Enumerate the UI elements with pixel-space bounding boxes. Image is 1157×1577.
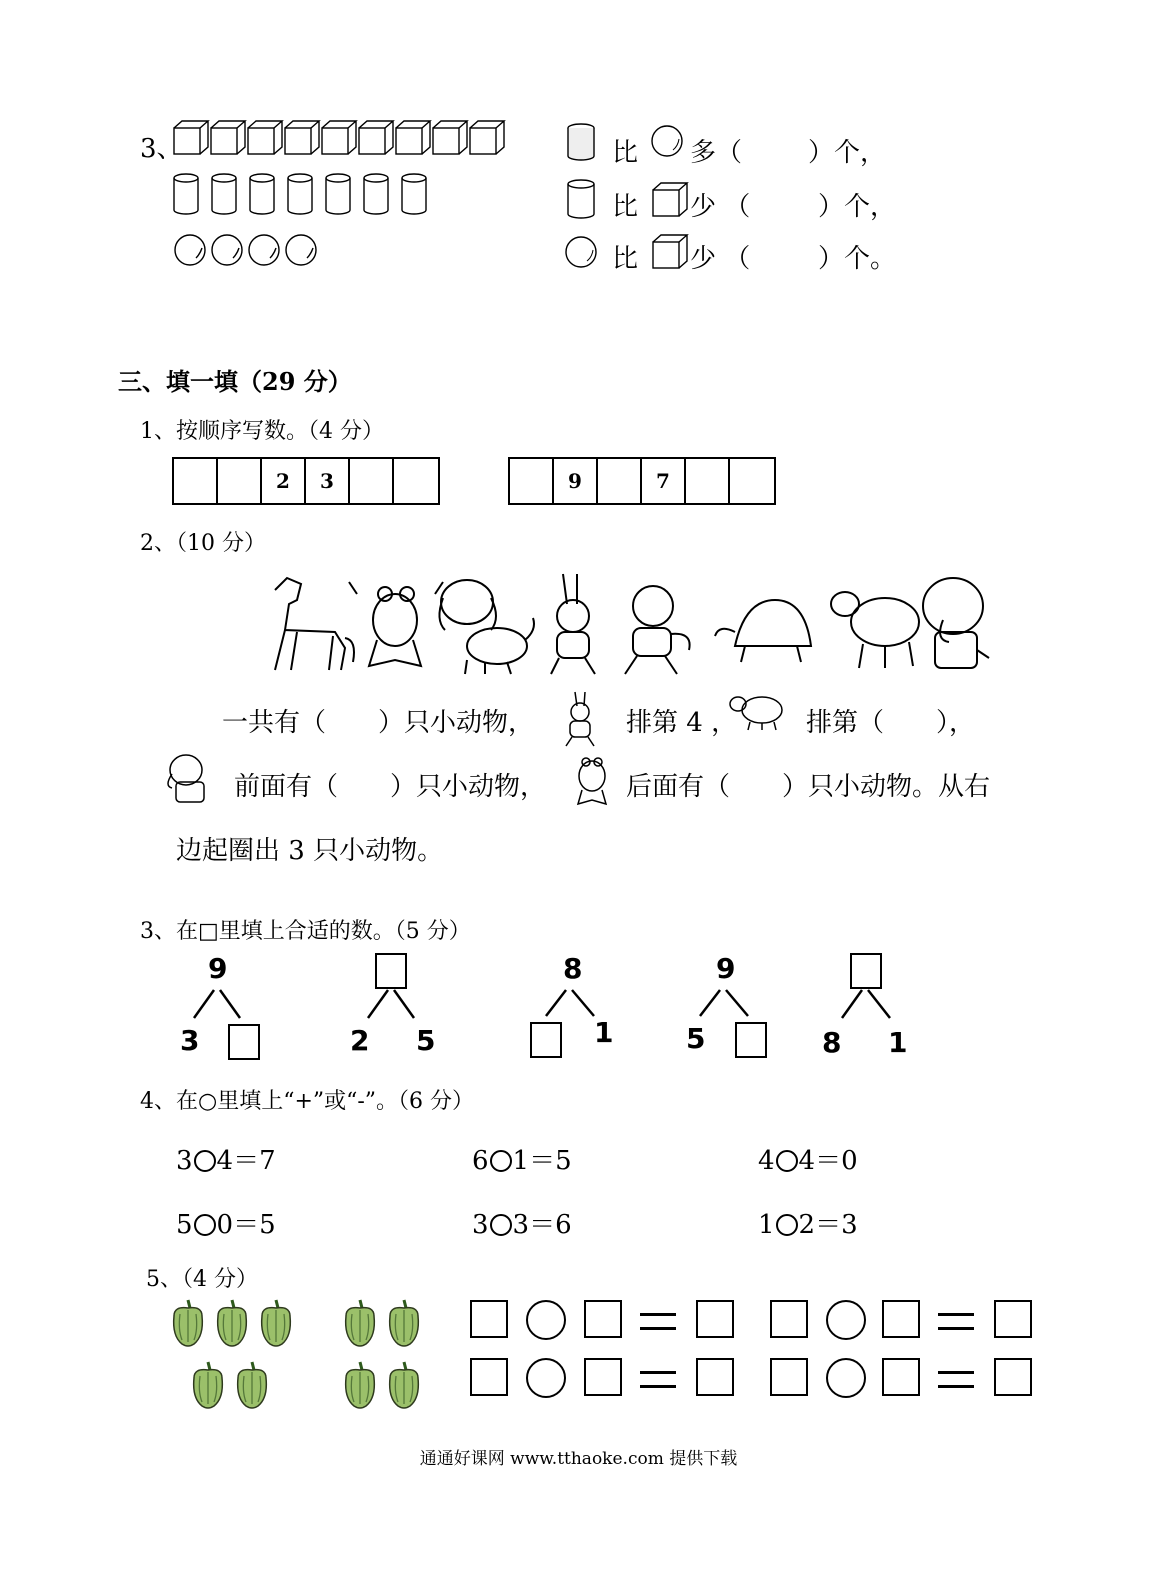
sequence-cell: 3 <box>306 459 350 503</box>
q2-line2-a: 前面有（ ）只小动物， <box>234 772 547 802</box>
sequence-row-a <box>172 457 440 505</box>
relation-more: 多（ <box>690 138 743 168</box>
eq-b: 3＝6 <box>512 1210 572 1240</box>
eq-b: 2＝3 <box>798 1210 858 1240</box>
section-title: 三、填一填（29 分） <box>118 367 352 396</box>
ball-icon <box>563 234 601 272</box>
relation-less: 少 （ <box>690 244 751 274</box>
cube-icon <box>650 180 690 220</box>
operator-circle[interactable] <box>194 1150 216 1172</box>
equals-sign <box>640 1313 676 1316</box>
relation-less: 少 （ <box>690 192 751 222</box>
sequence-cell[interactable] <box>174 459 218 503</box>
operator-circle[interactable] <box>194 1214 216 1236</box>
equals-sign <box>640 1371 676 1374</box>
balls-row <box>175 235 316 265</box>
rabbit-icon <box>560 690 600 748</box>
sequence-cell[interactable] <box>730 459 774 503</box>
sequence-cell[interactable] <box>218 459 262 503</box>
q2-line1-a: 一共有（ ）只小动物， <box>222 708 535 738</box>
q3-label: 3、在□里填上合适的数。（5 分） <box>140 919 471 944</box>
answer-box[interactable] <box>850 953 882 989</box>
answer-box[interactable] <box>470 1358 508 1396</box>
eq-a: 3 <box>176 1146 193 1176</box>
eq-a: 1 <box>758 1210 775 1240</box>
footer-text: 通通好课网 www.tthaoke.com 提供下载 <box>419 1449 738 1469</box>
equation <box>176 1204 276 1241</box>
operator-circle[interactable] <box>526 1358 566 1398</box>
monkey-icon <box>625 586 690 674</box>
dog-icon <box>439 580 534 674</box>
cylinder-icon <box>565 178 601 220</box>
bond-left: 2 <box>350 1024 370 1057</box>
equation <box>758 1140 858 1177</box>
eq-b: 0＝5 <box>216 1210 276 1240</box>
answer-box[interactable] <box>530 1022 562 1058</box>
answer-box[interactable] <box>375 953 407 989</box>
frog-icon <box>570 752 616 808</box>
frog-icon <box>349 582 443 666</box>
sheep-icon <box>728 692 786 732</box>
elephant-icon <box>923 578 989 668</box>
q5-label: 5、（4 分） <box>146 1267 258 1292</box>
answer-box[interactable] <box>470 1300 508 1338</box>
cylinders-row <box>174 174 426 214</box>
q2-line2-b: 后面有（ ）只小动物。从右 <box>626 772 991 802</box>
operator-circle[interactable] <box>490 1214 512 1236</box>
compare-word: 比 <box>612 138 639 168</box>
operator-circle[interactable] <box>776 1214 798 1236</box>
q1-label: 1、按顺序写数。（4 分） <box>140 419 384 444</box>
blank-close: ）个。 <box>818 244 897 274</box>
bond-left: 8 <box>822 1026 842 1059</box>
eq-a: 6 <box>472 1146 489 1176</box>
equals-sign <box>938 1327 974 1330</box>
equation <box>472 1204 572 1241</box>
q2-line1-c: 排第（ ）， <box>806 708 976 738</box>
blank-close: ）个， <box>818 192 897 222</box>
sequence-cell: 9 <box>554 459 598 503</box>
equals-sign <box>938 1371 974 1374</box>
bond-right: 1 <box>594 1016 614 1049</box>
eq-a: 5 <box>176 1210 193 1240</box>
q4-label: 4、在○里填上“+”或“-”。（6 分） <box>140 1089 475 1114</box>
blank-close: ）个， <box>808 138 887 168</box>
q2-line1-b: 排第 4 ， <box>626 708 738 738</box>
q3-number: 3、 <box>140 134 183 164</box>
eq-b: 4＝0 <box>798 1146 858 1176</box>
equation <box>176 1140 276 1177</box>
elephant-icon <box>160 752 218 806</box>
cubes-row <box>174 121 504 154</box>
horse-icon <box>275 578 354 670</box>
sequence-cell[interactable] <box>510 459 554 503</box>
bond-top: 8 <box>563 952 583 985</box>
pepper-group-left <box>174 1300 291 1408</box>
pepper-group-right <box>346 1300 419 1408</box>
bond-right: 1 <box>888 1026 908 1059</box>
compare-word: 比 <box>612 244 639 274</box>
answer-box[interactable] <box>228 1024 260 1060</box>
ball-icon <box>650 124 686 160</box>
answer-box[interactable] <box>770 1300 808 1338</box>
rabbit-icon <box>551 574 595 674</box>
shapes-illustration <box>172 118 512 278</box>
answer-box[interactable] <box>584 1358 622 1396</box>
answer-box[interactable] <box>735 1022 767 1058</box>
equals-sign <box>640 1327 676 1330</box>
eq-b: 4＝7 <box>216 1146 276 1176</box>
bond-top: 9 <box>716 952 736 985</box>
answer-box[interactable] <box>994 1300 1032 1338</box>
q2-line3: 边起圈出 3 只小动物。 <box>176 836 444 866</box>
answer-box[interactable] <box>696 1358 734 1396</box>
sheep-icon <box>831 592 919 668</box>
cylinder-icon <box>565 122 601 162</box>
equals-sign <box>640 1385 676 1388</box>
answer-box[interactable] <box>994 1358 1032 1396</box>
sequence-cell: 2 <box>262 459 306 503</box>
bond-right: 5 <box>416 1024 436 1057</box>
bond-top: 9 <box>208 952 228 985</box>
q2-label: 2、（10 分） <box>140 531 266 556</box>
answer-box[interactable] <box>882 1300 920 1338</box>
sequence-cell[interactable] <box>394 459 438 503</box>
operator-circle[interactable] <box>776 1150 798 1172</box>
sequence-cell: 7 <box>642 459 686 503</box>
eq-a: 3 <box>472 1210 489 1240</box>
eq-b: 1＝5 <box>512 1146 572 1176</box>
sequence-cell[interactable] <box>598 459 642 503</box>
operator-circle[interactable] <box>826 1358 866 1398</box>
cube-icon <box>650 232 690 272</box>
equals-sign <box>938 1385 974 1388</box>
operator-circle[interactable] <box>526 1300 566 1340</box>
peppers-illustration <box>166 1296 436 1416</box>
sequence-cell[interactable] <box>686 459 730 503</box>
sequence-cell[interactable] <box>350 459 394 503</box>
compare-word: 比 <box>612 192 639 222</box>
answer-box[interactable] <box>770 1358 808 1396</box>
answer-box[interactable] <box>584 1300 622 1338</box>
operator-circle[interactable] <box>490 1150 512 1172</box>
equals-sign <box>938 1313 974 1316</box>
sequence-row-b <box>508 457 776 505</box>
bond-left: 5 <box>686 1022 706 1055</box>
eq-a: 4 <box>758 1146 775 1176</box>
answer-box[interactable] <box>882 1358 920 1396</box>
bond-left: 3 <box>180 1024 200 1057</box>
equation <box>758 1204 858 1241</box>
turtle-icon <box>715 600 811 662</box>
animals-row <box>245 570 995 682</box>
operator-circle[interactable] <box>826 1300 866 1340</box>
answer-box[interactable] <box>696 1300 734 1338</box>
equation <box>472 1140 572 1177</box>
